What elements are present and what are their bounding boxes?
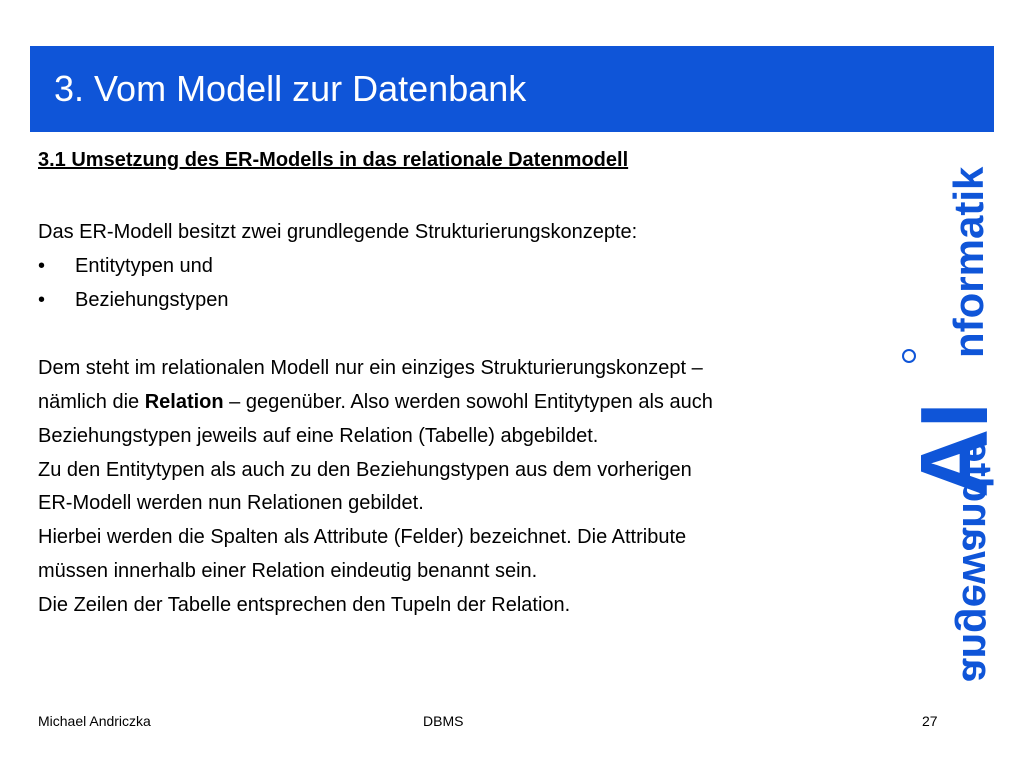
bullet-marker: • bbox=[38, 255, 46, 277]
bullet-item: Entitytypen und bbox=[75, 255, 213, 277]
logo-word-bottom: angewandte bbox=[954, 439, 1001, 682]
logo-letters: AI bbox=[901, 402, 1008, 498]
paragraph-line: Zu den Entitytypen als auch zu den Beziehungstypen aus dem vorherigen bbox=[38, 459, 692, 481]
paragraph-text: – gegenüber. Also werden sowohl Entitytypen als auch bbox=[223, 391, 713, 413]
section-heading: 3.1 Umsetzung des ER-Modells in das relationale Datenmodell bbox=[38, 149, 629, 171]
footer-course: DBMS bbox=[423, 713, 464, 729]
bullet-item: Beziehungstypen bbox=[75, 289, 229, 311]
slide-title: 3. Vom Modell zur Datenbank bbox=[54, 68, 527, 109]
footer-author: Michael Andriczka bbox=[38, 713, 151, 729]
footer-page-number: 27 bbox=[922, 713, 938, 729]
intro-text: Das ER-Modell besitzt zwei grundlegende Strukturierungskonzepte: bbox=[38, 221, 638, 243]
paragraph-line: Dem steht im relationalen Modell nur ein einziges Strukturierungskonzept – bbox=[38, 357, 703, 379]
angewandte-informatik-logo bbox=[895, 138, 1015, 698]
paragraph-line: Hierbei werden die Spalten als Attribute (Felder) bezeichnet. Die Attribute bbox=[38, 526, 687, 548]
paragraph-text: nämlich die bbox=[38, 391, 145, 413]
paragraph-line bbox=[38, 389, 713, 415]
paragraph-line: Die Zeilen der Tabelle entsprechen den Tupeln der Relation. bbox=[38, 594, 571, 616]
paragraph-line: Beziehungstypen jeweils auf eine Relation (Tabelle) abgebildet. bbox=[38, 425, 599, 447]
title-bar bbox=[30, 46, 994, 132]
paragraph-line: müssen innerhalb einer Relation eindeutig benannt sein. bbox=[38, 560, 538, 582]
relation-term: Relation bbox=[144, 391, 224, 413]
logo-dot bbox=[903, 350, 915, 362]
paragraph-line: ER-Modell werden nun Relationen gebildet. bbox=[38, 492, 424, 514]
logo-word-top: nformatik bbox=[945, 166, 992, 358]
bullet-marker: • bbox=[38, 289, 46, 311]
